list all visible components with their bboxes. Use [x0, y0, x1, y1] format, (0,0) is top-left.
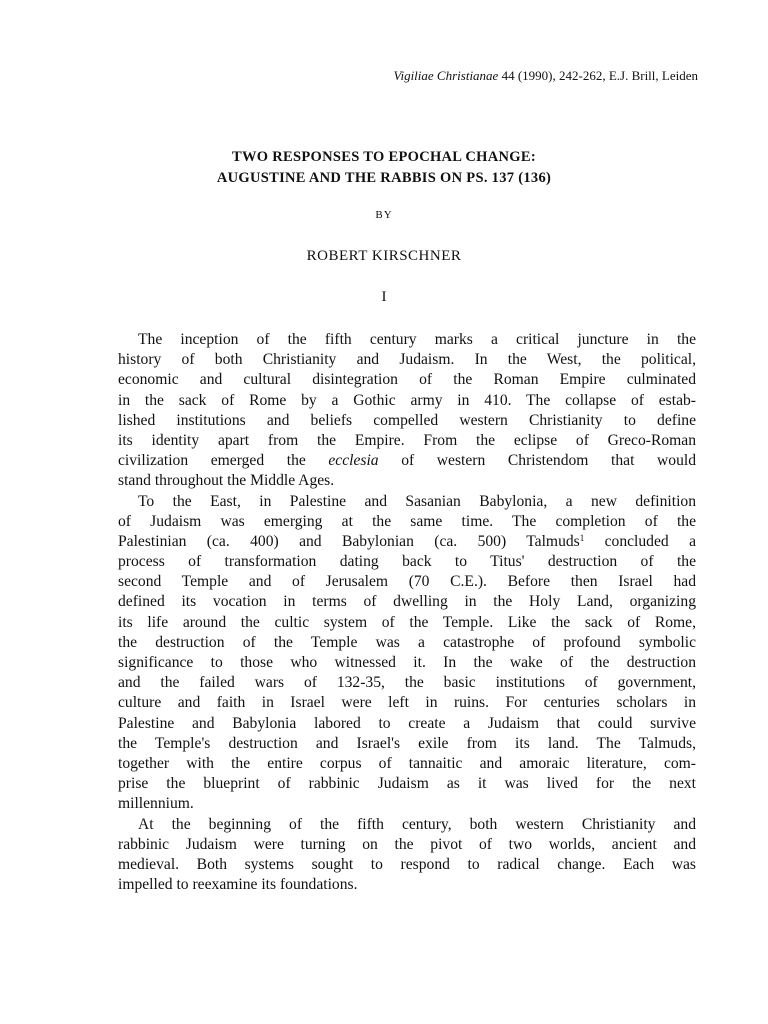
text-line: millennium. — [118, 795, 194, 813]
text-line: stand throughout the Middle Ages. — [118, 472, 335, 490]
text-segment: civilization emerged the — [118, 452, 329, 470]
text-line: its life around the cultic system of the Temple. Like the sack of Rome, — [118, 613, 696, 631]
text-line: and the failed wars of 132-35, the basic institutions of government, — [118, 674, 696, 692]
text-line: culture and faith in Israel were left in ruins. For centuries scholars in — [118, 694, 696, 712]
text-line: economic and cultural disintegration of the Roman Empire culminated — [118, 371, 696, 389]
text-line: rabbinic Judaism were turning on the pivot of two worlds, ancient and — [118, 835, 696, 853]
text-line: To the East, in Palestine and Sasanian Babylonia, a new definition — [138, 492, 696, 510]
italic-term: ecclesia — [328, 452, 379, 470]
footnote-marker[interactable]: 1 — [579, 532, 585, 543]
text-line: history of both Christianity and Judaism. In the West, the political, — [118, 351, 696, 369]
text-line: process of transformation dating back to Titus' destruction of the — [118, 553, 696, 571]
text-line: the destruction of the Temple was a catastrophe of profound symbolic — [118, 633, 696, 651]
paragraph-3 — [118, 815, 696, 896]
text-line: lished institutions and beliefs compelled western Christianity to define — [118, 411, 696, 429]
body-text — [118, 330, 696, 895]
text-line: Palestine and Babylonia labored to create a Judaism that could survive — [118, 714, 696, 732]
article-title — [0, 147, 768, 189]
article-title-line-1: TWO RESPONSES TO EPOCHAL CHANGE: — [232, 149, 536, 165]
author-name: ROBERT KIRSCHNER — [306, 248, 462, 264]
text-line — [118, 532, 696, 552]
text-line: of Judaism was emerging at the same time. The completion of the — [118, 512, 696, 530]
paragraph-1 — [118, 330, 696, 492]
text-line: the Temple's destruction and Israel's exile from its land. The Talmuds, — [118, 734, 696, 752]
section-number: I — [381, 289, 387, 305]
journal-citation: 44 (1990), 242-262, E.J. Brill, Leiden — [498, 68, 698, 83]
text-line: prise the blueprint of rabbinic Judaism as it was lived for the next — [118, 775, 696, 793]
text-segment: concluded a — [584, 532, 696, 550]
text-line: At the beginning of the fifth century, both western Christianity and — [138, 815, 696, 833]
journal-name: Vigiliae Christianae — [393, 68, 499, 83]
text-line: defined its vocation in terms of dwelling in the Holy Land, organizing — [118, 593, 696, 611]
text-segment: of western Christendom that would — [378, 452, 696, 470]
text-line: together with the entire corpus of tannaitic and amoraic literature, com- — [118, 754, 696, 772]
text-segment: Palestinian (ca. 400) and Babylonian (ca. 500) Talmuds — [118, 532, 580, 550]
article-title-line-2: AUGUSTINE AND THE RABBIS ON PS. 137 (136) — [216, 170, 552, 186]
byline-by: BY — [375, 209, 393, 221]
text-line: medieval. Both systems sought to respond to radical change. Each was — [118, 855, 696, 873]
text-line: significance to those who witnessed it. In the wake of the destruction — [118, 654, 696, 671]
text-line — [118, 451, 696, 471]
running-head — [393, 68, 698, 84]
text-line: in the sack of Rome by a Gothic army in 410. The collapse of estab- — [118, 391, 696, 409]
paragraph-2 — [118, 492, 696, 815]
text-line: its identity apart from the Empire. From the eclipse of Greco-Roman — [118, 431, 696, 449]
text-line: impelled to reexamine its foundations. — [118, 876, 358, 894]
text-line: The inception of the fifth century marks a critical juncture in the — [138, 331, 696, 348]
text-line: second Temple and of Jerusalem (70 C.E.). Before then Israel had — [118, 573, 696, 591]
